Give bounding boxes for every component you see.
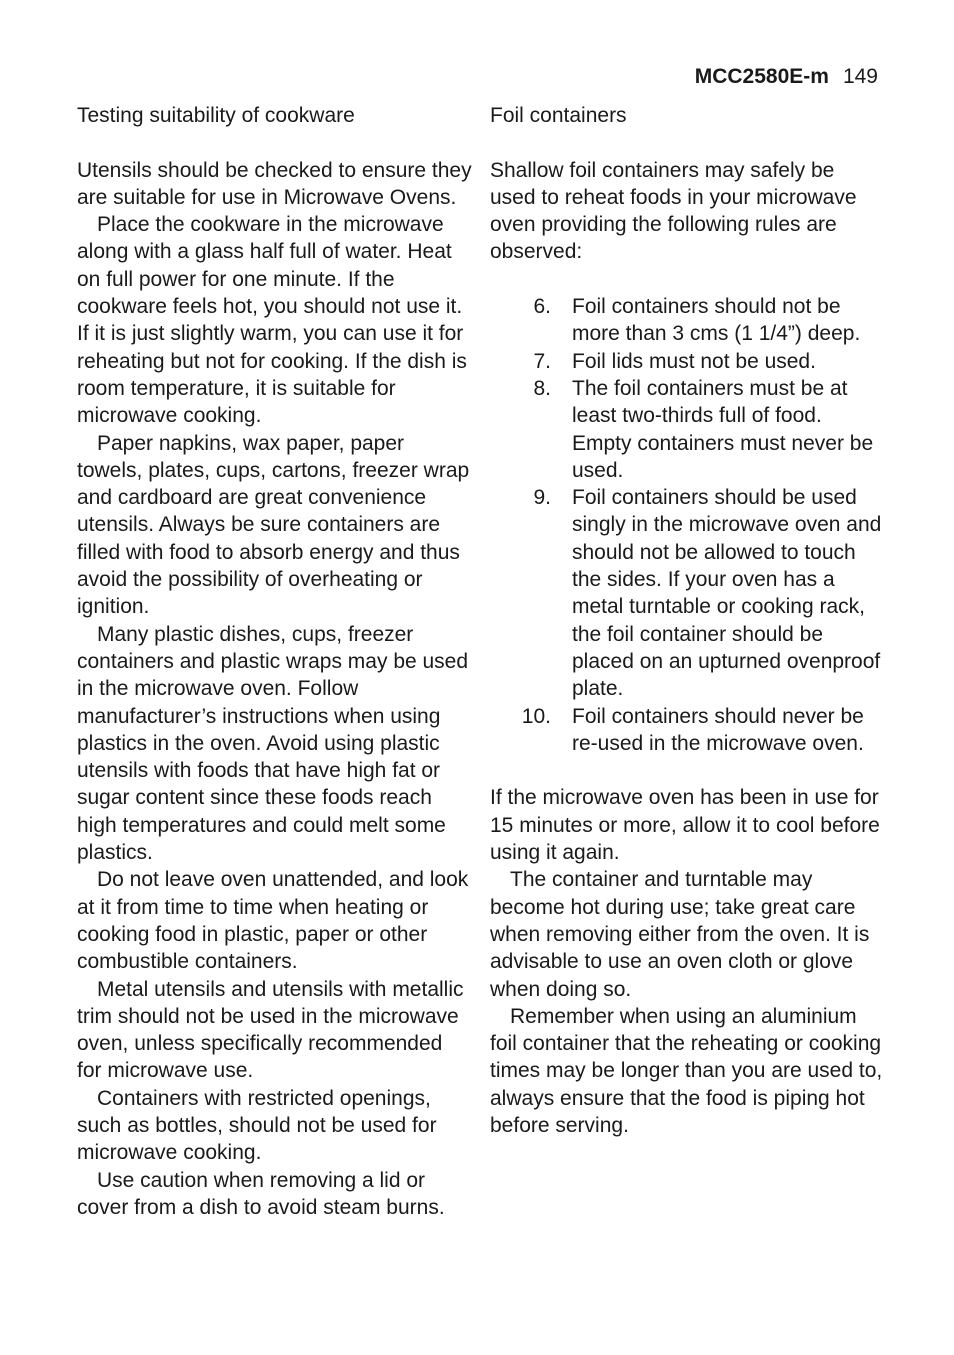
list-text: Foil containers should not be more than 3 cms (1 1/4”) deep. xyxy=(572,295,861,346)
list-number: 9. xyxy=(533,486,551,510)
section-heading-cookware: Testing suitability of cookware xyxy=(77,104,355,127)
list-item xyxy=(490,484,885,702)
rules-list xyxy=(490,293,885,757)
paragraph: Many plastic dishes, cups, freezer containers and plastic wraps may be used in the microwave oven. Follow manufacturer’s instructions when using plastics in the oven. Avoid using plastic utensils with foods that have high fat or sugar content since these foods reach high temperatures and could melt some plastics. xyxy=(77,622,469,865)
page-number: 149 xyxy=(842,65,878,88)
page-header xyxy=(695,63,878,91)
right-column xyxy=(490,102,885,1139)
list-item xyxy=(490,293,885,348)
list-item xyxy=(490,375,885,484)
list-item xyxy=(490,703,885,758)
intro-paragraph: Shallow foil containers may safely be used to reheat foods in your microwave oven providing the following rules are observed: xyxy=(490,158,857,264)
list-number: 6. xyxy=(533,295,551,319)
list-text: Foil containers should never be re-used in the microwave oven. xyxy=(572,704,864,755)
section-heading-foil: Foil containers xyxy=(490,104,627,127)
paragraph: If the microwave oven has been in use for 15 minutes or more, allow it to cool before using it again. xyxy=(490,786,880,865)
paragraph: Metal utensils and utensils with metallic trim should not be used in the microwave oven, unless specifically recommended for microwave use. xyxy=(77,977,464,1083)
list-number: 10. xyxy=(521,704,551,728)
list-text: Foil lids must not be used. xyxy=(572,349,816,373)
paragraph: Containers with restricted openings, such as bottles, should not be used for microwave cooking. xyxy=(77,1086,437,1165)
list-number: 8. xyxy=(533,376,551,400)
model-number: MCC2580E-m xyxy=(694,65,829,88)
paragraph: The container and turntable may become hot during use; take great care when removing either from the oven. It is advisable to use an oven cloth or glove when doing so. xyxy=(490,868,870,1001)
list-text: The foil containers must be at least two-thirds full of food. Empty containers must never be used. xyxy=(572,376,874,482)
paragraph: Do not leave oven unattended, and look at it from time to time when heating or cooking food in plastic, paper or other combustible containers. xyxy=(77,868,469,974)
paragraph: Utensils should be checked to ensure they are suitable for use in Microwave Ovens. xyxy=(77,158,472,209)
list-text: Foil containers should be used singly in the microwave oven and should not be allowed to touch the sides. If your oven has a metal turntable or cooking rack, the foil container should be placed on an upturned ovenproof plate. xyxy=(572,486,882,701)
paragraph: Paper napkins, wax paper, paper towels, plates, cups, cartons, freezer wrap and cardboard are great convenience utensils. Always be sure containers are filled with food to absorb energy and thus avoid the possibility of overheating or ignition. xyxy=(77,431,470,619)
left-column xyxy=(77,102,472,1221)
list-item xyxy=(490,348,885,375)
paragraph: Place the cookware in the microwave along with a glass half full of water. Heat on full power for one minute. If the cookware feels hot, you should not use it. If it is just slightly warm, you can use it for reheating but not for cooking. If the dish is room temperature, it is suitable for microwave cooking. xyxy=(77,213,467,428)
paragraph: Remember when using an aluminium foil container that the reheating or cooking times may be longer than you are used to, always ensure that the food is piping hot before serving. xyxy=(490,1004,883,1137)
list-number: 7. xyxy=(533,349,551,373)
paragraph: Use caution when removing a lid or cover from a dish to avoid steam burns. xyxy=(77,1168,445,1219)
